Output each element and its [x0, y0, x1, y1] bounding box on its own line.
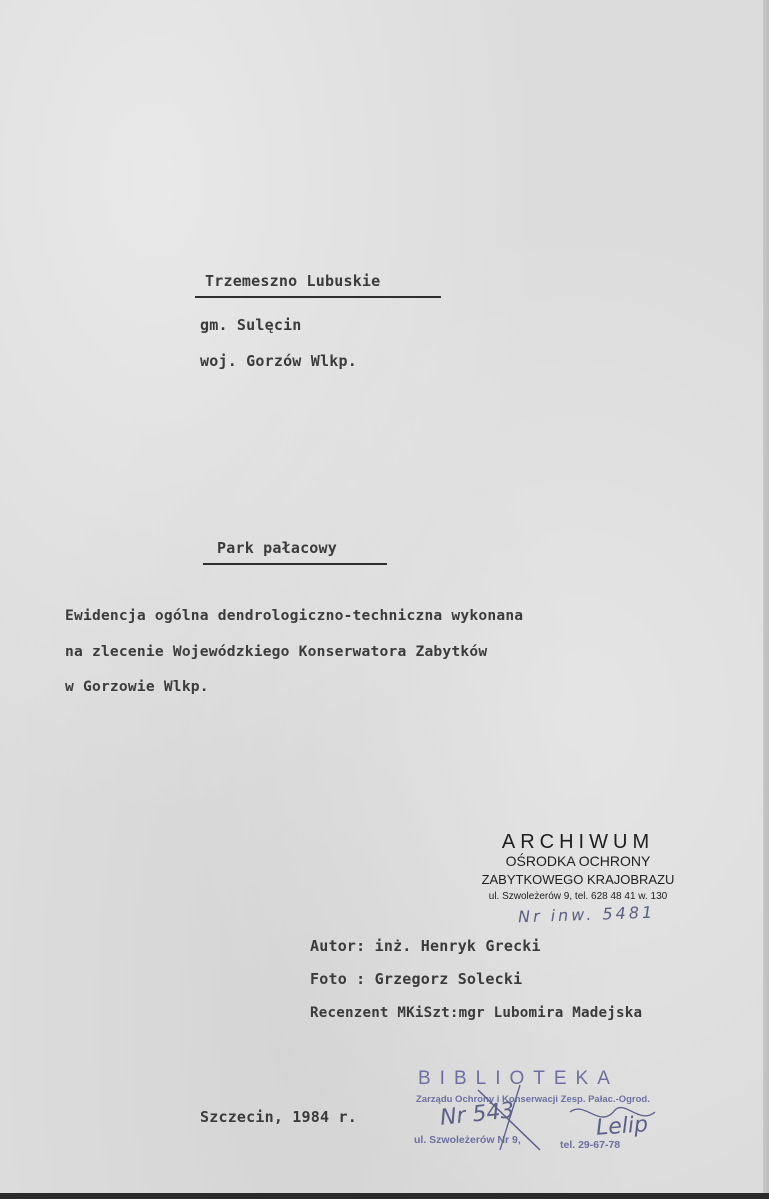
reviewer-line: Recenzent MKiSzt:mgr Lubomira Madejska	[310, 1005, 643, 1021]
subject-title: Park pałacowy	[217, 539, 337, 557]
library-stamp-phone: tel. 29-67-78	[560, 1139, 621, 1151]
photo-line: Foto : Grzegorz Solecki	[310, 970, 523, 988]
library-stamp-title: BIBLIOTEKA	[418, 1068, 619, 1089]
archive-stamp-line-2: OŚRODKA OCHRONY	[505, 853, 651, 869]
archive-stamp-title: ARCHIWUM	[501, 831, 655, 853]
place-date-line: Szczecin, 1984 r.	[200, 1108, 357, 1126]
description-line-1: Ewidencja ogólna dendrologiczno-techniczna wykonana	[65, 607, 524, 624]
voivodeship-line: woj. Gorzów Wlkp.	[200, 352, 357, 370]
archive-stamp-line-4: ul. Szwoleżerów 9, tel. 628 48 41 w. 130	[488, 891, 668, 902]
page-edge-bottom	[0, 1193, 769, 1199]
library-stamp-line-2: Zarządu Ochrony i Konserwacji Zesp. Pałac.-Ogrod.	[416, 1094, 650, 1105]
handwritten-inventory-number: Nr inw. 5481	[517, 902, 656, 927]
author-line: Autor: inż. Henryk Grecki	[310, 937, 541, 955]
place-title: Trzemeszno Lubuskie	[205, 272, 381, 290]
library-handwritten-number: Nr 543	[438, 1098, 516, 1131]
library-stamp-line-3: ul. Szwoleżerów Nr 9,	[414, 1134, 521, 1146]
place-title-underline	[195, 296, 441, 298]
commune-line: gm. Sulęcin	[200, 316, 302, 334]
description-line-2: na zlecenie Wojewódzkiego Konserwatora Zabytków	[65, 643, 488, 660]
description-line-3: w Gorzowie Wlkp.	[65, 678, 209, 695]
archive-stamp-line-3: ZABYTKOWEGO KRAJOBRAZU	[481, 872, 675, 887]
page-edge-right	[763, 0, 769, 1199]
subject-title-underline	[203, 563, 387, 565]
library-handwritten-signature: Lelip	[595, 1112, 649, 1141]
